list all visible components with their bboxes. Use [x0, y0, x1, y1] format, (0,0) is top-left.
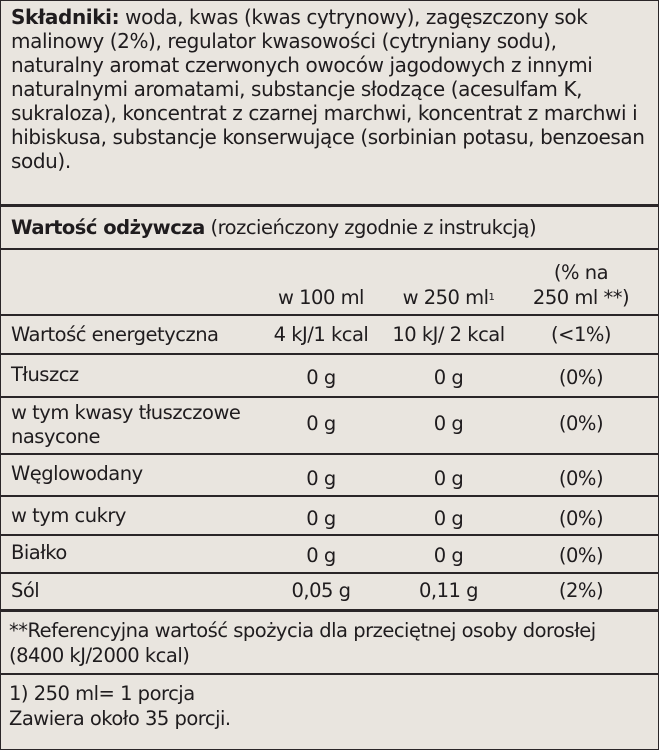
ingredients-text [11, 5, 651, 173]
divider [1, 248, 659, 250]
reference-intake-note: **Referencyjna wartość spożycia dla przeciętnej osoby dorosłej (8400 kJ/2000 kcal) [9, 619, 596, 667]
row-name: Tłuszcz [11, 363, 79, 386]
row-name: Sól [11, 579, 40, 602]
row-name-line1: w tym kwasy tłuszczowe [11, 401, 241, 424]
row-value-100ml: 0 g [306, 412, 336, 435]
row-name: Węglowodany [11, 462, 143, 485]
row-value-250ml: 0 g [433, 366, 464, 389]
column-header-100ml: w 100 ml [278, 286, 364, 309]
row-value-100ml: 0 g [306, 544, 336, 567]
ingredients-label: Składniki: [11, 5, 120, 29]
column-header-250ml: w 250 $ml^1$ [402, 286, 495, 309]
divider [1, 673, 659, 675]
row-value-percent: (0%) [558, 467, 604, 490]
divider [1, 609, 659, 612]
row-value-250ml: 0,11 g [419, 579, 478, 602]
divider [1, 534, 659, 536]
row-value-250ml: 0 g [433, 412, 464, 435]
row-value-100ml: 0 g [306, 467, 336, 490]
row-value-100ml: 0 g [306, 507, 336, 530]
row-value-250ml: 0 g [433, 507, 464, 530]
row-value-percent: (0%) [558, 412, 604, 435]
divider [1, 204, 659, 207]
row-value-percent: (0%) [558, 507, 604, 530]
divider [1, 314, 659, 316]
row-value-250ml: 10 kJ/ 2 kcal [392, 323, 505, 346]
ingredients-list: woda, kwas (kwas cytrynowy), zagęszczony sok malinowy (2%), regulator kwasowości (cytryniany sodu), naturalny aromat czerwonych owoców jagodowych z innymi naturalnymi aromatami, substancje słodzące (acesulfam K, sukraloza), koncentrat z czarnej marchwi, koncentrat z marchwi i hibiskusa, substancje konserwujące (sorbinian potasu, benzoesan sodu). [11, 5, 645, 173]
row-value-100ml: 0 g [306, 366, 336, 389]
row-value-percent: (<1%) [551, 323, 611, 346]
column-header-percent-line2: 250 ml **) [532, 286, 630, 309]
row-value-percent: (0%) [558, 544, 604, 567]
row-name: Wartość energetyczna [11, 323, 219, 346]
column-header-percent-line1: (% na [553, 261, 609, 284]
row-value-percent: (0%) [558, 366, 604, 389]
divider [1, 572, 659, 574]
row-value-250ml: 0 g [433, 467, 464, 490]
divider [1, 495, 659, 497]
nutrition-title: Wartość odżywcza (rozcieńczony zgodnie z instrukcją) [11, 216, 537, 239]
row-name-line2: nasycone [11, 425, 101, 448]
row-value-100ml: 4 kJ/1 kcal [273, 323, 369, 346]
row-name: w tym cukry [11, 504, 126, 527]
divider [1, 396, 659, 398]
portion-note: 1) 250 ml= 1 porcja Zawiera około 35 porcji. [9, 682, 231, 730]
row-value-percent: (2%) [558, 579, 604, 602]
row-name: Białko [11, 541, 67, 564]
divider [1, 353, 659, 355]
divider [1, 453, 659, 455]
row-value-250ml: 0 g [433, 544, 464, 567]
row-value-100ml: 0,05 g [291, 579, 351, 602]
